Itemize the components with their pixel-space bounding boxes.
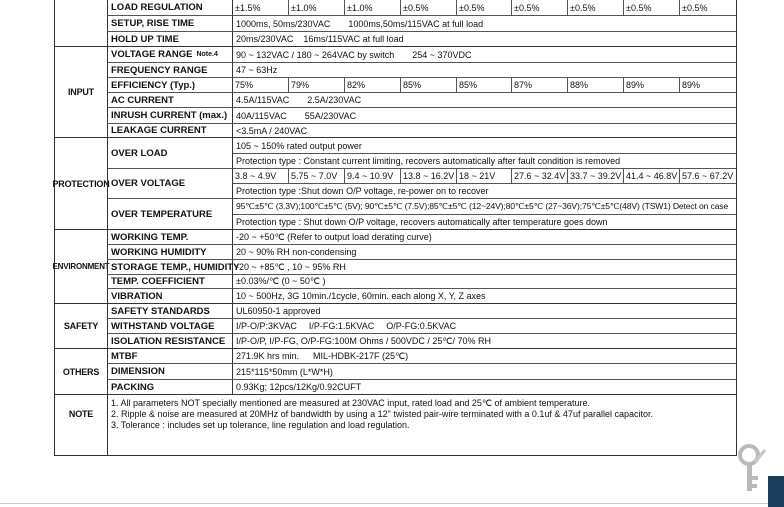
cell: 18 ~ 21V — [457, 169, 512, 183]
hold-230: 20ms/230VAC — [236, 34, 294, 44]
label-ac-current: AC CURRENT — [107, 93, 233, 108]
group-input: INPUT — [55, 47, 107, 138]
cell: ±0.5% — [624, 0, 680, 15]
label-safety-standards: SAFETY STANDARDS — [107, 304, 233, 319]
voltage-dc: 254 ~ 370VDC — [412, 49, 472, 60]
cell: 88% — [568, 78, 624, 92]
value-temp-coeff: ±0.03%/℃ (0 ~ 50℃ ) — [233, 275, 736, 289]
label-packing: PACKING — [107, 380, 233, 395]
value-storage: -20 ~ +85℃ , 10 ~ 95% RH — [233, 260, 736, 275]
group-others: OTHERS — [55, 349, 107, 395]
cell: 85% — [401, 78, 457, 92]
spec-table — [54, 0, 737, 456]
label-inrush: INRUSH CURRENT (max.) — [107, 108, 233, 124]
values-efficiency — [233, 78, 736, 93]
value-packing: 0.93Kg; 12pcs/12Kg/0.92CUFT — [233, 380, 736, 395]
cell: 27.6 ~ 32.4V — [512, 169, 568, 183]
cell: ±0.5% — [457, 0, 512, 15]
value-voltage-range — [233, 47, 736, 63]
value-mtbf — [233, 349, 736, 364]
value-over-load-b: Protection type : Constant current limiting, recovers automatically after fault condition is removed — [233, 154, 736, 169]
cell: 5.75 ~ 7.0V — [289, 169, 345, 183]
value-safety-standards: UL60950-1 approved — [233, 304, 736, 319]
voltage-ac: 90 ~ 132VAC / 180 ~ 264VAC by switch — [236, 49, 395, 60]
cell: 13.8 ~ 16.2V — [401, 169, 457, 183]
label-isolation: ISOLATION RESISTANCE — [107, 334, 233, 349]
label-withstand: WITHSTAND VOLTAGE — [107, 319, 233, 334]
cell: 89% — [682, 80, 701, 90]
label-frequency: FREQUENCY RANGE — [107, 63, 233, 78]
value-ac-current — [233, 93, 736, 108]
note-item: 2. Ripple & noise are measured at 20MHz of bandwidth by using a 12" twisted pair-wire terminated with a 0.1uf & 47uf parallel capacitor. — [111, 409, 653, 419]
label-over-temp: OVER TEMPERATURE — [107, 199, 233, 230]
cell: ±0.5% — [512, 0, 568, 15]
mtbf-hours: 271.9K hrs min. — [236, 351, 300, 361]
withstand-op-fg: O/P-FG:0.5KVAC — [386, 321, 457, 331]
note-divider — [107, 395, 108, 456]
notes-list — [111, 398, 653, 431]
hold-115: 16ms/115VAC at full load — [303, 34, 404, 44]
page-divider — [0, 503, 784, 504]
value-over-load-a: 105 ~ 150% rated output power — [233, 138, 736, 154]
cell: ±1.5% — [233, 0, 289, 15]
ac-115: 4.5A/115VAC — [236, 95, 290, 105]
label-storage: STORAGE TEMP., HUMIDITY — [107, 260, 233, 275]
cell: 89% — [624, 78, 680, 92]
value-inrush — [233, 108, 736, 124]
voltage-range-text: VOLTAGE RANGE — [111, 49, 193, 60]
group-note: NOTE — [68, 409, 94, 419]
label-setup-rise: SETUP, RISE TIME — [107, 16, 233, 32]
label-efficiency: EFFICIENCY (Typ.) — [107, 78, 233, 93]
label-leakage: LEAKAGE CURRENT — [107, 124, 233, 138]
label-mtbf: MTBF — [107, 349, 233, 364]
cell: ±1.0% — [289, 0, 345, 15]
group-output-tail — [55, 0, 107, 47]
group-environment: ENVIRONMENT — [55, 230, 107, 304]
voltage-range-note: Note.4 — [196, 51, 218, 58]
value-working-temp: -20 ~ +50℃ (Refer to output load derating curve) — [233, 230, 736, 245]
value-over-temp-a: 95℃±5℃ (3.3V);100℃±5℃ (5V); 90℃±5℃ (7.5V);85℃±5℃ (12~24V);80℃±5℃ (27~36V);75℃±5℃(48V) (TSW1) Detect on case — [233, 199, 736, 215]
value-dimension: 215*115*50mm (L*W*H) — [233, 364, 736, 380]
cell: 82% — [345, 78, 401, 92]
label-dimension: DIMENSION — [107, 364, 233, 380]
group-protection: PROTECTION — [55, 138, 107, 230]
cell: 41.4 ~ 46.8V — [624, 169, 680, 183]
cell: 79% — [289, 78, 345, 92]
value-frequency: 47 ~ 63Hz — [233, 63, 736, 78]
withstand-ip-op: I/P-O/P:3KVAC — [236, 321, 297, 331]
label-working-temp: WORKING TEMP. — [107, 230, 233, 245]
label-over-voltage: OVER VOLTAGE — [107, 169, 233, 199]
value-over-voltage-b: Protection type :Shut down O/P voltage, re-power on to recover — [233, 184, 736, 199]
cell: 85% — [457, 78, 512, 92]
setup-230: 1000ms, 50ms/230VAC — [236, 18, 331, 29]
setup-115: 1000ms,50ms/115VAC at full load — [348, 18, 484, 29]
label-temp-coeff: TEMP. COEFFICIENT — [107, 275, 233, 289]
cell: ±0.5% — [682, 2, 708, 13]
withstand-ip-fg: I/P-FG:1.5KVAC — [308, 321, 375, 331]
group-safety: SAFETY — [55, 304, 107, 349]
key-icon[interactable] — [738, 442, 768, 501]
value-withstand — [233, 319, 736, 334]
label-hold-up: HOLD UP TIME — [107, 32, 233, 47]
inrush-115: 40A/115VAC — [236, 110, 287, 121]
cell: ±1.0% — [345, 0, 401, 15]
label-working-humidity: WORKING HUMIDITY — [107, 245, 233, 260]
cell: 33.7 ~ 39.2V — [568, 169, 624, 183]
label-over-load: OVER LOAD — [107, 138, 233, 169]
value-working-humidity: 20 ~ 90% RH non-condensing — [233, 245, 736, 260]
value-setup-rise — [233, 16, 736, 32]
value-hold-up — [233, 32, 736, 47]
value-over-temp-b: Protection type : Shut down O/P voltage, recovers automatically after temperature goes down — [233, 215, 736, 230]
values-over-voltage — [233, 169, 736, 184]
cell: ±0.5% — [401, 0, 457, 15]
ac-230: 2.5A/230VAC — [307, 95, 362, 105]
cell: 75% — [233, 78, 289, 92]
note-item: 1. All parameters NOT specially mentioned are measured at 230VAC input, rated load and 25℃ of ambient temperature. — [111, 398, 591, 408]
cell: 57.6 ~ 67.2V — [682, 171, 734, 181]
label-load-regulation: LOAD REGULATION — [107, 0, 233, 16]
values-load-regulation — [233, 0, 736, 16]
cell: 87% — [512, 78, 568, 92]
cell: 9.4 ~ 10.9V — [345, 169, 401, 183]
value-vibration: 10 ~ 500Hz, 3G 10min./1cycle, 60min. each along X, Y, Z axes — [233, 289, 736, 304]
mtbf-standard: MIL-HDBK-217F (25℃) — [313, 350, 409, 361]
label-voltage-range — [107, 47, 233, 63]
cell: ±0.5% — [568, 0, 624, 15]
cell: 3.8 ~ 4.9V — [233, 169, 289, 183]
inrush-230: 55A/230VAC — [304, 110, 357, 121]
note-item: 3. Tolerance : includes set up tolerance, line regulation and load regulation. — [111, 420, 410, 430]
label-vibration: VIBRATION — [107, 289, 233, 304]
corner-widget[interactable] — [768, 476, 784, 507]
value-isolation: I/P-O/P, I/P-FG, O/P-FG:100M Ohms / 500VDC / 25℃/ 70% RH — [233, 334, 736, 349]
value-leakage: <3.5mA / 240VAC — [233, 124, 736, 138]
